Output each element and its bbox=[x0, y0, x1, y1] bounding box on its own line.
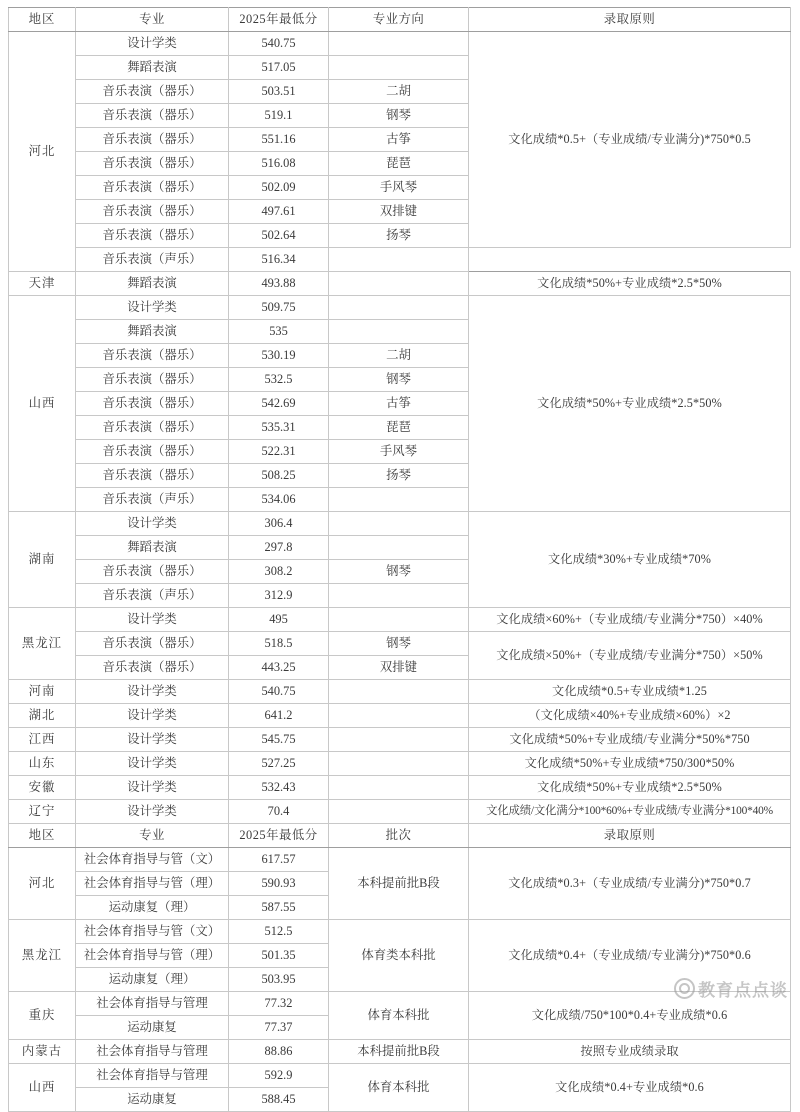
admission-batch: 体育本科批 bbox=[329, 1064, 469, 1112]
major-name: 音乐表演（器乐） bbox=[76, 344, 229, 368]
header-score: 2025年最低分 bbox=[229, 8, 329, 32]
major-direction bbox=[329, 800, 469, 824]
major-direction: 手风琴 bbox=[329, 176, 469, 200]
min-score: 542.69 bbox=[229, 392, 329, 416]
major-direction bbox=[329, 272, 469, 296]
admission-rule: 文化成绩/750*100*0.4+专业成绩*0.6 bbox=[469, 992, 791, 1040]
min-score: 527.25 bbox=[229, 752, 329, 776]
major-name: 社会体育指导与管理 bbox=[76, 992, 229, 1016]
major-name: 音乐表演（器乐） bbox=[76, 632, 229, 656]
admission-rule: 文化成绩*0.5+（专业成绩/专业满分)*750*0.5 bbox=[469, 32, 791, 248]
major-name: 设计学类 bbox=[76, 704, 229, 728]
min-score: 497.61 bbox=[229, 200, 329, 224]
table-row bbox=[9, 296, 791, 320]
min-score: 88.86 bbox=[229, 1040, 329, 1064]
major-direction: 二胡 bbox=[329, 344, 469, 368]
region-label: 黑龙江 bbox=[9, 920, 76, 992]
major-name: 社会体育指导与管（文） bbox=[76, 848, 229, 872]
region-label: 湖北 bbox=[9, 704, 76, 728]
admission-rule: 文化成绩*0.4+（专业成绩/专业满分)*750*0.6 bbox=[469, 920, 791, 992]
admission-batch: 本科提前批B段 bbox=[329, 848, 469, 920]
min-score: 535.31 bbox=[229, 416, 329, 440]
table-row bbox=[9, 272, 791, 296]
admission-rule: 文化成绩*0.5+专业成绩*1.25 bbox=[469, 680, 791, 704]
admission-rule: 文化成绩*50%+专业成绩*750/300*50% bbox=[469, 752, 791, 776]
table-row bbox=[9, 248, 791, 272]
admission-rule: 文化成绩*50%+专业成绩*2.5*50% bbox=[469, 296, 791, 512]
min-score: 516.08 bbox=[229, 152, 329, 176]
major-direction: 钢琴 bbox=[329, 560, 469, 584]
region-label: 山西 bbox=[9, 1064, 76, 1112]
table-row bbox=[9, 680, 791, 704]
min-score: 297.8 bbox=[229, 536, 329, 560]
major-name: 社会体育指导与管理 bbox=[76, 1064, 229, 1088]
major-name: 设计学类 bbox=[76, 296, 229, 320]
major-name: 音乐表演（器乐） bbox=[76, 392, 229, 416]
min-score: 551.16 bbox=[229, 128, 329, 152]
header-major: 专业 bbox=[76, 824, 229, 848]
major-direction: 钢琴 bbox=[329, 368, 469, 392]
major-name: 舞蹈表演 bbox=[76, 56, 229, 80]
min-score: 592.9 bbox=[229, 1064, 329, 1088]
admission-rule: 文化成绩*50%+专业成绩/专业满分*50%*750 bbox=[469, 728, 791, 752]
admission-rule: 文化成绩×50%+（专业成绩/专业满分*750）×50% bbox=[469, 632, 791, 680]
region-label: 安徽 bbox=[9, 776, 76, 800]
min-score: 443.25 bbox=[229, 656, 329, 680]
table-row bbox=[9, 752, 791, 776]
major-name: 设计学类 bbox=[76, 800, 229, 824]
major-direction bbox=[329, 32, 469, 56]
major-direction bbox=[329, 704, 469, 728]
table-row bbox=[9, 1040, 791, 1064]
art-header-row bbox=[9, 8, 791, 32]
admission-rule: 文化成绩×60%+（专业成绩/专业满分*750）×40% bbox=[469, 608, 791, 632]
region-label: 辽宁 bbox=[9, 800, 76, 824]
region-label: 重庆 bbox=[9, 992, 76, 1040]
region-label: 内蒙古 bbox=[9, 1040, 76, 1064]
min-score: 530.19 bbox=[229, 344, 329, 368]
region-label: 河南 bbox=[9, 680, 76, 704]
min-score: 77.37 bbox=[229, 1016, 329, 1040]
major-direction bbox=[329, 584, 469, 608]
admission-batch: 体育本科批 bbox=[329, 992, 469, 1040]
min-score: 518.5 bbox=[229, 632, 329, 656]
major-direction: 手风琴 bbox=[329, 440, 469, 464]
region-label: 湖南 bbox=[9, 512, 76, 608]
min-score: 70.4 bbox=[229, 800, 329, 824]
header-major: 专业 bbox=[76, 8, 229, 32]
admission-rule: 文化成绩*50%+专业成绩*2.5*50% bbox=[469, 776, 791, 800]
major-direction: 二胡 bbox=[329, 80, 469, 104]
major-name: 社会体育指导与管（文） bbox=[76, 920, 229, 944]
major-direction: 钢琴 bbox=[329, 104, 469, 128]
admission-rule: 文化成绩*50%+专业成绩*2.5*50% bbox=[469, 272, 791, 296]
table-row bbox=[9, 32, 791, 56]
header-rule: 录取原则 bbox=[469, 8, 791, 32]
major-direction: 琵琶 bbox=[329, 416, 469, 440]
min-score: 77.32 bbox=[229, 992, 329, 1016]
major-direction bbox=[329, 728, 469, 752]
major-name: 音乐表演（器乐） bbox=[76, 176, 229, 200]
min-score: 493.88 bbox=[229, 272, 329, 296]
header-direction: 专业方向 bbox=[329, 8, 469, 32]
watermark-text: 教育点点谈 bbox=[698, 981, 788, 1001]
major-name: 音乐表演（器乐） bbox=[76, 152, 229, 176]
major-name: 设计学类 bbox=[76, 728, 229, 752]
major-name: 设计学类 bbox=[76, 680, 229, 704]
min-score: 312.9 bbox=[229, 584, 329, 608]
header-batch: 批次 bbox=[329, 824, 469, 848]
major-name: 音乐表演（器乐） bbox=[76, 368, 229, 392]
major-name: 舞蹈表演 bbox=[76, 320, 229, 344]
header-score: 2025年最低分 bbox=[229, 824, 329, 848]
major-name: 运动康复 bbox=[76, 1088, 229, 1112]
major-name: 设计学类 bbox=[76, 512, 229, 536]
major-name: 设计学类 bbox=[76, 776, 229, 800]
admission-rule: 按照专业成绩录取 bbox=[469, 1040, 791, 1064]
region-label: 河北 bbox=[9, 848, 76, 920]
region-label: 天津 bbox=[9, 272, 76, 296]
min-score: 516.34 bbox=[229, 248, 329, 272]
min-score: 308.2 bbox=[229, 560, 329, 584]
major-name: 音乐表演（器乐） bbox=[76, 80, 229, 104]
admission-rule: 文化成绩/文化满分*100*60%+专业成绩/专业满分*100*40% bbox=[469, 800, 791, 824]
major-name: 音乐表演（声乐） bbox=[76, 488, 229, 512]
header-rule: 录取原则 bbox=[469, 824, 791, 848]
min-score: 587.55 bbox=[229, 896, 329, 920]
min-score: 534.06 bbox=[229, 488, 329, 512]
table-row bbox=[9, 776, 791, 800]
major-name: 社会体育指导与管（理） bbox=[76, 944, 229, 968]
min-score: 590.93 bbox=[229, 872, 329, 896]
major-direction bbox=[329, 776, 469, 800]
table-row bbox=[9, 728, 791, 752]
min-score: 502.64 bbox=[229, 224, 329, 248]
major-direction bbox=[329, 296, 469, 320]
major-direction bbox=[329, 608, 469, 632]
major-name: 音乐表演（声乐） bbox=[76, 248, 229, 272]
major-direction: 钢琴 bbox=[329, 632, 469, 656]
admission-score-table bbox=[8, 7, 791, 1112]
major-direction: 古筝 bbox=[329, 128, 469, 152]
major-name: 音乐表演（器乐） bbox=[76, 464, 229, 488]
min-score: 540.75 bbox=[229, 32, 329, 56]
major-name: 运动康复（理） bbox=[76, 896, 229, 920]
region-label: 山西 bbox=[9, 296, 76, 512]
major-direction bbox=[329, 56, 469, 80]
admission-rule: 文化成绩*0.3+（专业成绩/专业满分)*750*0.7 bbox=[469, 848, 791, 920]
table-row bbox=[9, 800, 791, 824]
major-name: 音乐表演（器乐） bbox=[76, 200, 229, 224]
min-score: 509.75 bbox=[229, 296, 329, 320]
major-name: 音乐表演（器乐） bbox=[76, 440, 229, 464]
major-name: 舞蹈表演 bbox=[76, 272, 229, 296]
major-name: 社会体育指导与管理 bbox=[76, 1040, 229, 1064]
table-row bbox=[9, 920, 791, 944]
min-score: 306.4 bbox=[229, 512, 329, 536]
major-name: 运动康复（理） bbox=[76, 968, 229, 992]
major-direction: 双排键 bbox=[329, 200, 469, 224]
table-row bbox=[9, 848, 791, 872]
min-score: 517.05 bbox=[229, 56, 329, 80]
major-name: 音乐表演（器乐） bbox=[76, 656, 229, 680]
min-score: 503.95 bbox=[229, 968, 329, 992]
region-label: 黑龙江 bbox=[9, 608, 76, 680]
min-score: 502.09 bbox=[229, 176, 329, 200]
sports-header-row bbox=[9, 824, 791, 848]
major-name: 舞蹈表演 bbox=[76, 536, 229, 560]
min-score: 588.45 bbox=[229, 1088, 329, 1112]
major-direction: 双排键 bbox=[329, 656, 469, 680]
min-score: 617.57 bbox=[229, 848, 329, 872]
major-name: 音乐表演（器乐） bbox=[76, 560, 229, 584]
major-direction: 琵琶 bbox=[329, 152, 469, 176]
region-label: 山东 bbox=[9, 752, 76, 776]
major-direction bbox=[329, 680, 469, 704]
major-name: 设计学类 bbox=[76, 752, 229, 776]
major-direction bbox=[329, 488, 469, 512]
major-name: 设计学类 bbox=[76, 32, 229, 56]
min-score: 535 bbox=[229, 320, 329, 344]
min-score: 501.35 bbox=[229, 944, 329, 968]
major-direction bbox=[329, 752, 469, 776]
table-body bbox=[9, 8, 791, 1112]
major-direction: 扬琴 bbox=[329, 224, 469, 248]
admission-rule: 文化成绩*30%+专业成绩*70% bbox=[469, 512, 791, 608]
min-score: 522.31 bbox=[229, 440, 329, 464]
min-score: 545.75 bbox=[229, 728, 329, 752]
major-name: 音乐表演（器乐） bbox=[76, 416, 229, 440]
min-score: 641.2 bbox=[229, 704, 329, 728]
min-score: 532.43 bbox=[229, 776, 329, 800]
admission-rule: （文化成绩×40%+专业成绩×60%）×2 bbox=[469, 704, 791, 728]
table-row bbox=[9, 1064, 791, 1088]
major-name: 音乐表演（器乐） bbox=[76, 224, 229, 248]
admission-batch: 本科提前批B段 bbox=[329, 1040, 469, 1064]
major-name: 音乐表演（器乐） bbox=[76, 104, 229, 128]
min-score: 519.1 bbox=[229, 104, 329, 128]
min-score: 540.75 bbox=[229, 680, 329, 704]
min-score: 503.51 bbox=[229, 80, 329, 104]
region-label: 江西 bbox=[9, 728, 76, 752]
major-name: 社会体育指导与管（理） bbox=[76, 872, 229, 896]
major-name: 运动康复 bbox=[76, 1016, 229, 1040]
major-name: 音乐表演（器乐） bbox=[76, 128, 229, 152]
table-row bbox=[9, 704, 791, 728]
major-direction bbox=[329, 248, 469, 272]
major-name: 音乐表演（声乐） bbox=[76, 584, 229, 608]
table-row bbox=[9, 608, 791, 632]
min-score: 532.5 bbox=[229, 368, 329, 392]
table-row bbox=[9, 632, 791, 656]
admission-batch: 体育类本科批 bbox=[329, 920, 469, 992]
major-direction bbox=[329, 320, 469, 344]
table-row bbox=[9, 512, 791, 536]
major-direction bbox=[329, 536, 469, 560]
region-label: 河北 bbox=[9, 32, 76, 272]
min-score: 508.25 bbox=[229, 464, 329, 488]
header-region: 地区 bbox=[9, 824, 76, 848]
min-score: 512.5 bbox=[229, 920, 329, 944]
header-region: 地区 bbox=[9, 8, 76, 32]
table-row bbox=[9, 992, 791, 1016]
major-direction: 古筝 bbox=[329, 392, 469, 416]
admission-rule: 文化成绩*0.4+专业成绩*0.6 bbox=[469, 1064, 791, 1112]
min-score: 495 bbox=[229, 608, 329, 632]
major-direction: 扬琴 bbox=[329, 464, 469, 488]
major-direction bbox=[329, 512, 469, 536]
major-name: 设计学类 bbox=[76, 608, 229, 632]
